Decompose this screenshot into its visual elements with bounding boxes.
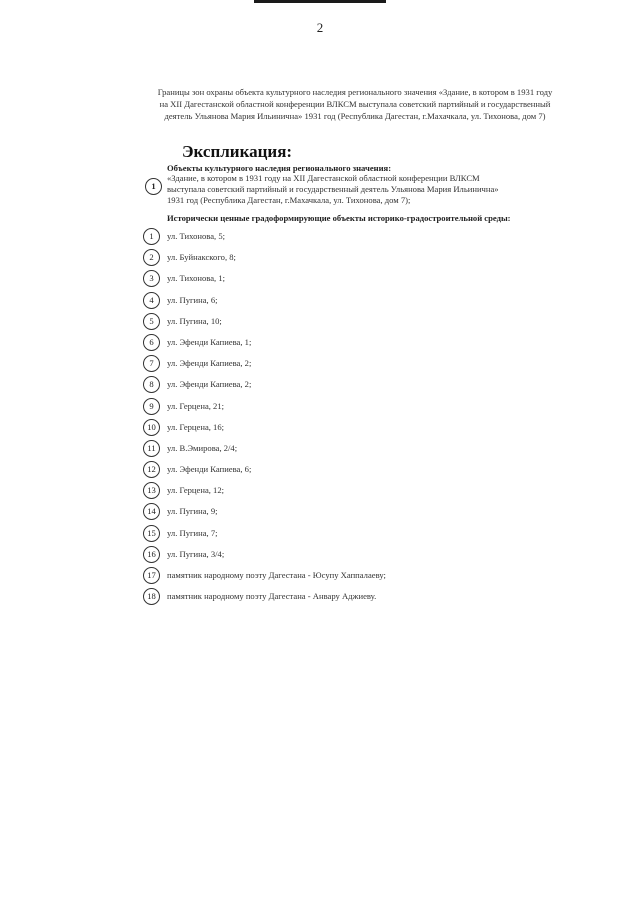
header-line: Границы зон охраны объекта культурного наследия регионального значения «Здание, в котором в 1931 году <box>157 87 553 97</box>
item-number-badge: 8 <box>143 376 160 393</box>
item-number-badge: 14 <box>143 503 160 520</box>
item-number-badge: 1 <box>143 228 160 245</box>
page-number: 2 <box>316 20 324 35</box>
item-address: памятник народному поэту Дагестана - Юсупу Хаппалаеву; <box>167 570 386 580</box>
item-address: ул. Тихонова, 1; <box>167 273 226 284</box>
item-address: ул. Буйнакского, 8; <box>167 252 236 263</box>
item-address: ул. Эфенди Капиева, 2; <box>167 358 252 369</box>
object-line: «Здание, в котором в 1931 году на XII Дагестанской областной конференции ВЛКСМ <box>167 173 480 183</box>
object-line: выступала советский партийный и государственный деятель Ульянова Мария Ильинична» <box>167 184 499 194</box>
document-header <box>132 86 578 122</box>
item-address: ул. Пугина, 10; <box>167 315 222 326</box>
item-number-badge: 9 <box>143 398 160 415</box>
item-address: ул. Пугина, 3/4; <box>167 548 225 559</box>
object-number-badge: 1 <box>145 178 162 195</box>
item-number-badge: 11 <box>143 440 160 457</box>
item-number-badge: 4 <box>143 292 160 309</box>
explication-title: Экспликация: <box>182 142 293 161</box>
item-address: ул. Эфенди Капиева, 6; <box>167 464 252 475</box>
item-address: ул. Герцена, 12; <box>167 485 225 496</box>
item-number-badge: 18 <box>143 588 160 605</box>
item-address: ул. Герцена, 16; <box>167 421 225 432</box>
item-address: ул. Герцена, 21; <box>167 400 225 411</box>
item-number-badge: 13 <box>143 482 160 499</box>
item-number-badge: 10 <box>143 419 160 436</box>
header-line: на XII Дагестанской областной конференции ВЛКСМ выступала советский партийный и государственный <box>159 99 551 109</box>
item-number-badge: 7 <box>143 355 160 372</box>
item-number-badge: 2 <box>143 249 160 266</box>
item-address: ул. Пугина, 9; <box>167 506 218 517</box>
scan-edge-mark <box>254 0 386 3</box>
header-line: деятель Ульянова Мария Ильинична» 1931 год (Республика Дагестан, г.Махачкала, ул. Тихонова, дом 7) <box>164 111 546 121</box>
item-number-badge: 3 <box>143 270 160 287</box>
section1-heading: Объекты культурного наследия регионального значения: <box>167 163 392 173</box>
item-address: ул. Пугина, 7; <box>167 527 218 538</box>
item-address: ул. Тихонова, 5; <box>167 231 226 241</box>
item-address: ул. Эфенди Капиева, 1; <box>167 336 252 347</box>
item-address: ул. Пугина, 6; <box>167 294 218 305</box>
item-number-badge: 17 <box>143 567 160 584</box>
section2-heading: Исторически ценные градоформирующие объекты историко-градостроительной среды: <box>167 213 511 223</box>
item-number-badge: 5 <box>143 313 160 330</box>
item-number-badge: 15 <box>143 525 160 542</box>
object-line: 1931 год (Республика Дагестан, г.Махачкала, ул. Тихонова, дом 7); <box>167 195 411 205</box>
main-object-description <box>167 173 567 206</box>
item-address: ул. Эфенди Капиева, 2; <box>167 379 252 390</box>
item-address: ул. В.Эмирова, 2/4; <box>167 442 238 453</box>
item-number-badge: 6 <box>143 334 160 351</box>
item-address: памятник народному поэту Дагестана - Анвару Аджиеву. <box>167 591 377 602</box>
item-number-badge: 12 <box>143 461 160 478</box>
item-number-badge: 16 <box>143 546 160 563</box>
